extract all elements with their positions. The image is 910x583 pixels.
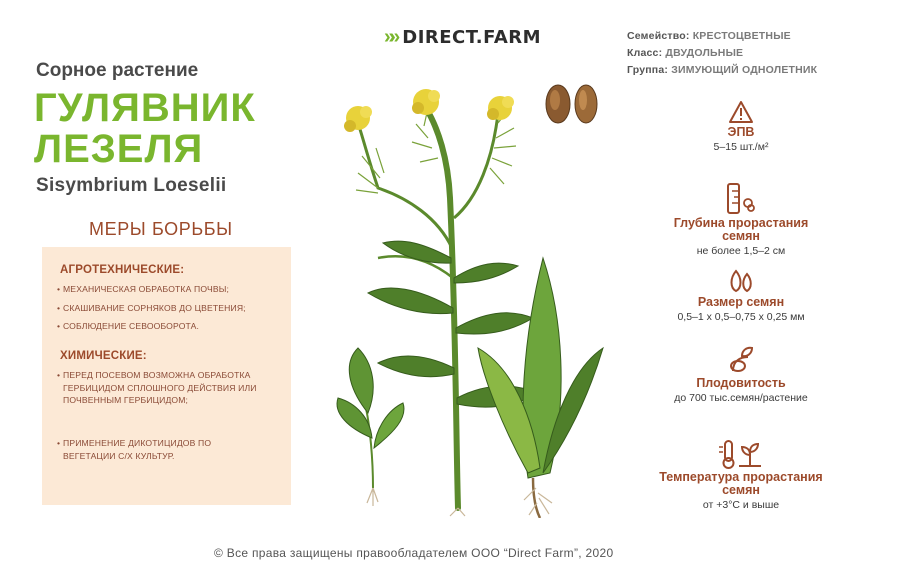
stat-fertility-value: до 700 тыс.семян/растение [674,392,808,404]
family-info: Семейство: КРЕСТОЦВЕТНЫЕ [627,30,791,42]
agrotech-item: • СОБЛЮДЕНИЕ СЕВООБОРОТА. [57,321,200,331]
stat-depth-value: не более 1,5–2 см [696,245,786,257]
stat-temperature-value: от +3°С и выше [702,499,780,511]
stat-temperature-title: Температура прорастания семян [659,470,823,497]
seeds-icon [725,268,757,294]
plant-illustration [318,78,618,518]
seed-images [546,85,597,123]
logo-chevrons-icon: »» [384,26,395,48]
agrotech-item: • СКАШИВАНИЕ СОРНЯКОВ ДО ЦВЕТЕНИЯ; [57,303,246,313]
chemical-item: • ПРИМЕНЕНИЕ ДИКОТИЦИДОВ ПО ВЕГЕТАЦИИ С/Х КУЛЬТУР. [57,438,212,461]
stat-temperature [616,439,866,511]
sprout-pod-icon [726,345,756,375]
stat-epv-title: ЭПВ [727,125,755,139]
stat-fertility-title: Плодовитость [696,376,786,390]
chemical-item: • ПЕРЕД ПОСЕВОМ ВОЗМОЖНА ОБРАБОТКА ГЕРБИЦИДОМ СПЛОШНОГО ДЕЙСТВИЯ ИЛИ ПОЧВЕННЫМ ГЕРБИЦИДОМ; [57,370,257,406]
flower-cluster [344,89,514,132]
stat-fertility [616,345,866,404]
stat-size-value: 0,5–1 х 0,5–0,75 х 0,25 мм [677,311,805,323]
chemical-heading: ХИМИЧЕСКИЕ: [60,350,147,362]
logo-text: DIRECT.FARM [402,27,542,48]
warning-triangle-icon [728,100,754,124]
stat-depth [616,181,866,257]
seedling [337,348,404,506]
agrotech-heading: АГРОТЕХНИЧЕСКИЕ: [60,264,185,276]
page-subtitle: Сорное растение [36,60,199,81]
soil-depth-icon [724,181,758,215]
stat-epv [616,100,866,153]
measures-title: МЕРЫ БОРЬБЫ [89,219,233,239]
page-title-line1: ГУЛЯВНИК [34,86,256,130]
basal-leaves [478,258,603,518]
stat-seed-size [616,268,866,323]
class-info: Класс: ДВУДОЛЬНЫЕ [627,47,744,59]
measures-panel [42,247,291,505]
thermometer-sprout-icon [717,439,765,469]
latin-name: Sisymbrium Loeselii [36,175,227,196]
stat-size-title: Размер семян [697,295,785,309]
page-title-line2: ЛЕЗЕЛЯ [34,127,204,171]
brand-logo[interactable] [384,26,541,49]
stat-depth-title: Глубина прорастания семян [673,216,809,243]
agrotech-item: • МЕХАНИЧЕСКАЯ ОБРАБОТКА ПОЧВЫ; [57,284,230,294]
stat-epv-value: 5–15 шт./м² [713,141,769,153]
footer-copyright: © Все права защищены правообладателем ООО “Direct Farm”, 2020 [214,546,614,560]
group-info: Группа: ЗИМУЮЩИЙ ОДНОЛЕТНИК [627,64,818,76]
